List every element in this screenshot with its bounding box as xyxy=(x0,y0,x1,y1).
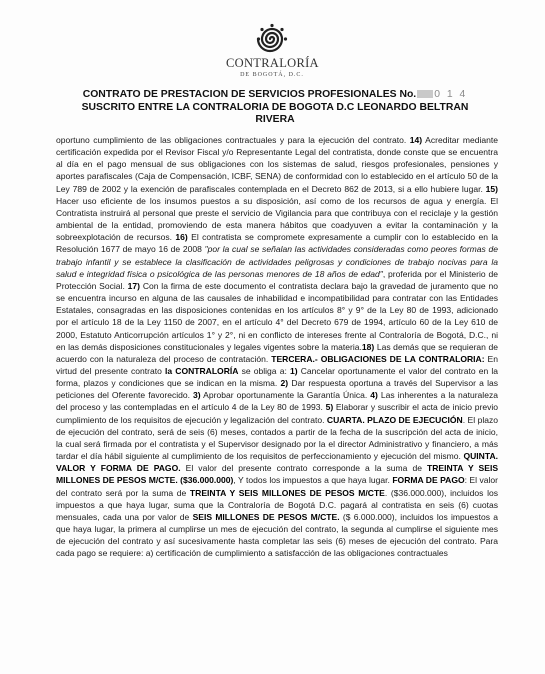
body-text: : El valor del contrato será por la suma de xyxy=(56,475,498,498)
installment-value: SEIS MILLONES DE PESOS M/CTE. xyxy=(192,511,340,522)
clause-number: 4) xyxy=(370,390,378,401)
clause-number: 2) xyxy=(280,378,289,389)
body-text: Con la firma de este documento el contratista declara bajo la gravedad de juramento que no se encuentra incurso en alguna de las causales de inhabilidad e incompatibilidad para contratar con las Entidades Estatales, consagradas en las disposiciones contenidas en los artículos 8° y 9° de la Ley 80 de 1993, adicionado por el artículo 18 de la Ley 1150 de 2007, en el artículo 4° del Decreto 679 de 1994, artículo 60 de la Ley 610 de 2000, Estatuto Anticorrupción artículos 1° y 2°, ni en conflicto de intereses frente al Contraloría de Bogotá, D.C., ni en las demás disposiciones constitucionales y legales vigentes sobre la materia. xyxy=(56,280,498,352)
body-text: Cancelar oportunamente el valor del contrato en la forma, plazos y condiciones que se indican en la misma. xyxy=(56,365,499,389)
body-text: se obliga a: xyxy=(241,365,287,376)
body-text: . ($36.000.000), incluidos los impuestos a que haya lugar, suma que la Contraloría de Bogotá D.C. pagará al contratista en seis (6) cuotas mensuales, cada una por valor de xyxy=(56,487,498,522)
title-line-3: RIVERA xyxy=(255,114,295,125)
resolution-quote: "por la cual se señalan las actividades consideradas como peores formas de trabajo infantil y se establece la clasificación de actividades peligrosas y condiciones de trabajo nocivas para la salud e integridad física o psicológica de las personas menores de 18 años de edad" xyxy=(56,244,498,279)
payment-heading: FORMA DE PAGO xyxy=(392,475,465,486)
title-line-1: CONTRATO DE PRESTACION DE SERVICIOS PROFESIONALES No. xyxy=(82,89,417,100)
body-text: Acreditar mediante certificación expedida por el Revisor Fiscal y/o Representante Legal del contratista, donde conste que se encuentra al día en el pago mensual de sus obligaciones con los sistemas de salud, riesgos profesionales, pensiones y aportes parafiscales (Caja de Compensación, ICBF, SENA) de conformidad con lo establecido en el artículo 50 de la Ley 789 de 2002 y la exención de parafiscales contemplada en el Decreto 862 de 2013, si a ello hubiere lugar. xyxy=(56,135,498,194)
body-text: El contratista se compromete expresamente a cumplir con lo establecido en la Resolución 1677 de mayo 16 de 2008 xyxy=(56,232,499,255)
clause-number: 18) xyxy=(361,341,375,352)
redacted-mark xyxy=(417,90,433,98)
contract-title xyxy=(55,89,495,127)
contract-value: TREINTA Y SEIS MILLONES DE PESOS M/CTE. ($36.000.000) xyxy=(56,463,499,486)
body-text: Las inherentes a la naturaleza del proceso y las contempladas en el artículo 4 de la Ley 80 de 1993. xyxy=(56,390,498,413)
title-line-2: SUSCRITO ENTRE LA CONTRALORIA DE BOGOTA D.C LEONARDO BELTRAN xyxy=(81,101,469,113)
party-name: la CONTRALORÍA xyxy=(165,365,239,376)
clause-number: 14) xyxy=(409,135,423,145)
body-text: Dar respuesta oportuna a través del Supervisor a las peticiones del Oferente favorecido. xyxy=(56,378,499,401)
contraloria-logo xyxy=(226,22,318,78)
body-text: oportuno cumplimiento de las obligaciones contractuales y para la ejecución del contrato. xyxy=(56,135,407,145)
clause-number: 5) xyxy=(325,402,334,413)
brand-name: CONTRALORÍA xyxy=(226,56,319,70)
body-text: , Y todos los impuestos a que haya lugar. xyxy=(233,475,390,486)
contract-body xyxy=(56,134,498,559)
body-text: Elaborar y suscribir el acta de inicio previo cumplimiento de los requisitos de ejecución y legalización del contrato. xyxy=(56,402,498,425)
body-text: Aprobar oportunamente la Garantía Única. xyxy=(203,390,368,401)
body-text: En virtud del presente contrato xyxy=(56,353,498,376)
body-text: El valor del presente contrato corresponde a la suma de xyxy=(185,463,422,474)
clause-number: 1) xyxy=(289,365,298,376)
contract-number: 0 1 4 xyxy=(434,89,468,100)
clause-number: 17) xyxy=(127,280,141,291)
contract-value-words: TREINTA Y SEIS MILLONES DE PESOS M/CTE xyxy=(189,487,385,498)
section-heading-quinta: QUINTA. VALOR Y FORMA DE PAGO. xyxy=(56,451,498,474)
spiral-seal-icon xyxy=(255,22,289,56)
body-text: , proferida por el Ministerio de Protección Social. xyxy=(56,268,498,291)
body-text: ($ 6.000.000), incluidos los impuestos a que haya lugar, la primera al cumplirse un mes de ejecución del contrato, la segunda al cumplirse el siguiente mes de ejecución del contrato y así sucesivamente hasta completar las seis (6) meses de ejecución del contrato. Para cada pago se requiere: a) certificación de cumplimiento a satisfacción de las obligaciones contractuales xyxy=(56,511,499,559)
section-heading-cuarta: CUARTA. PLAZO DE EJECUCIÓN xyxy=(326,414,463,425)
brand-subtitle: DE BOGOTÁ, D.C. xyxy=(240,72,304,78)
body-text: . El plazo de ejecución del contrato, será de seis (6) meses, contados a partir de la fecha de la suscripción del acta de inicio, la cual será firmada por el contratista y el Supervisor designado por la el director Administrativo y financiero, a más tardar el día hábil siguiente al cumplimiento de los requisitos de perfeccionamiento y ejecución del mismo. xyxy=(56,414,499,462)
body-text: Las demás que se requieran de acuerdo con la naturaleza del proceso de contratación. xyxy=(56,341,498,364)
section-heading-tercera: TERCERA.- OBLIGACIONES DE LA CONTRALORIA: xyxy=(271,353,485,364)
clause-number: 15) xyxy=(485,183,498,194)
body-text: Hacer uso eficiente de los insumos puestos a su disposición, así como de los recursos de agua y energía. El Contratista instruirá al personal que preste el servicio de Vigilancia para que contribuya con el reciclaje y la gestión ambiental de la entidad, promoviendo de esta manera hábitos que coadyuven a evitar la contaminación y la sobreexplotación de recursos. xyxy=(56,195,498,243)
clause-number: 16) xyxy=(175,232,188,243)
clause-number: 3) xyxy=(193,390,201,401)
